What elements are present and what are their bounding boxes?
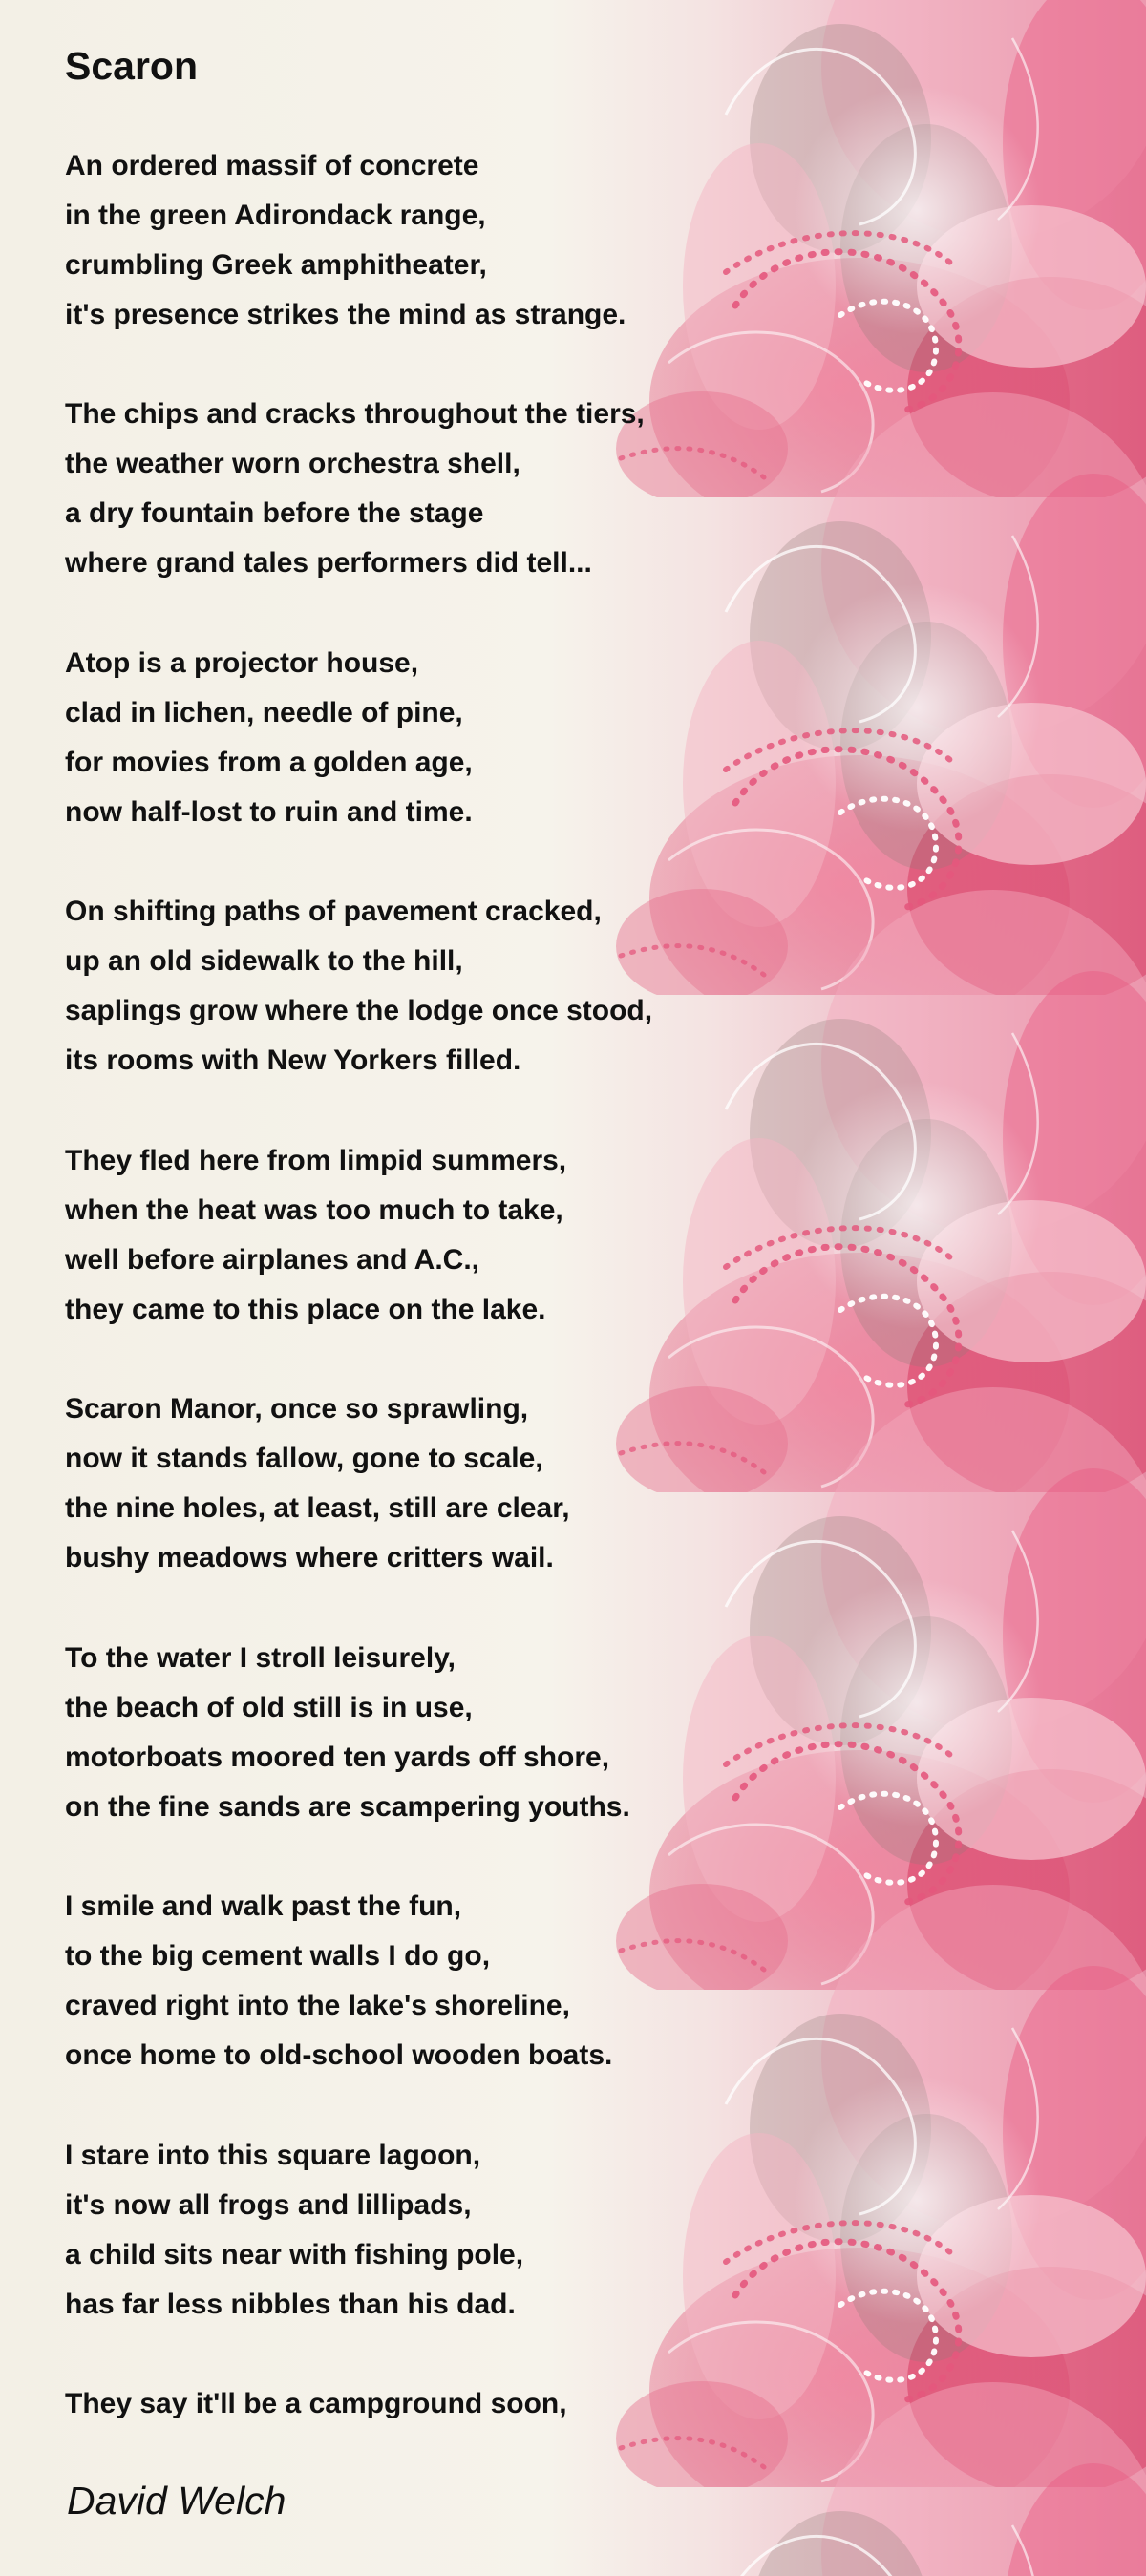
poem-line: They say it'll be a campground soon, <box>65 2388 567 2419</box>
stanza-3 <box>65 639 473 837</box>
poem-line: well before airplanes and A.C., <box>65 1244 480 1276</box>
poem-line: now half-lost to ruin and time. <box>65 796 473 828</box>
poem-line: a dry fountain before the stage <box>65 497 484 529</box>
poem-line: Scaron Manor, once so sprawling, <box>65 1393 529 1425</box>
poem-line: I stare into this square lagoon, <box>65 2140 481 2171</box>
stanza-7 <box>65 1634 630 1832</box>
poem-line: I smile and walk past the fun, <box>65 1890 462 1922</box>
poem-line: where grand tales performers did tell... <box>65 547 592 579</box>
poem-line: On shifting paths of pavement cracked, <box>65 896 602 927</box>
poem-line: once home to old-school wooden boats. <box>65 2039 613 2071</box>
poem-line: the beach of old still is in use, <box>65 1692 473 1723</box>
stanza-2 <box>65 390 645 588</box>
poem-line: a child sits near with fishing pole, <box>65 2239 524 2270</box>
poem-line: craved right into the lake's shoreline, <box>65 1990 570 2021</box>
poem-line: it's presence strikes the mind as strange. <box>65 299 626 330</box>
poem-line: the weather worn orchestra shell, <box>65 448 520 479</box>
poem-line: The chips and cracks throughout the tiers, <box>65 398 645 430</box>
poem-line: clad in lichen, needle of pine, <box>65 697 463 728</box>
poem-line: for movies from a golden age, <box>65 747 473 778</box>
poem-line: To the water I stroll leisurely, <box>65 1642 456 1674</box>
poem-line: they came to this place on the lake. <box>65 1294 546 1325</box>
poem-line: when the heat was too much to take, <box>65 1194 563 1226</box>
poem-line: Atop is a projector house, <box>65 647 419 679</box>
poem-line: saplings grow where the lodge once stood, <box>65 995 653 1026</box>
stanza-6 <box>65 1384 570 1583</box>
stanza-10 <box>65 2379 567 2429</box>
poem-title: Scaron <box>65 44 198 88</box>
poem-line: crumbling Greek amphitheater, <box>65 249 487 281</box>
poem-line: motorboats moored ten yards off shore, <box>65 1742 610 1773</box>
poem-line: its rooms with New Yorkers filled. <box>65 1045 521 1076</box>
poem-line: it's now all frogs and lillipads, <box>65 2189 472 2221</box>
poem-author: David Welch <box>67 2479 286 2523</box>
poem-line: to the big cement walls I do go, <box>65 1940 491 1972</box>
poem-line: They fled here from limpid summers, <box>65 1145 567 1176</box>
poem-line: An ordered massif of concrete <box>65 150 479 181</box>
stanza-1 <box>65 141 626 340</box>
poem-line: has far less nibbles than his dad. <box>65 2289 516 2320</box>
poem-line: bushy meadows where critters wail. <box>65 1542 554 1573</box>
poem-line: in the green Adirondack range, <box>65 200 486 231</box>
poem-line: on the fine sands are scampering youths. <box>65 1791 630 1823</box>
poem-line: up an old sidewalk to the hill, <box>65 945 463 977</box>
stanza-8 <box>65 1882 612 2080</box>
stanza-9 <box>65 2131 523 2330</box>
poem-line: the nine holes, at least, still are clear, <box>65 1492 570 1524</box>
stanza-4 <box>65 887 652 1086</box>
stanza-5 <box>65 1136 566 1335</box>
poem-line: now it stands fallow, gone to scale, <box>65 1443 543 1474</box>
